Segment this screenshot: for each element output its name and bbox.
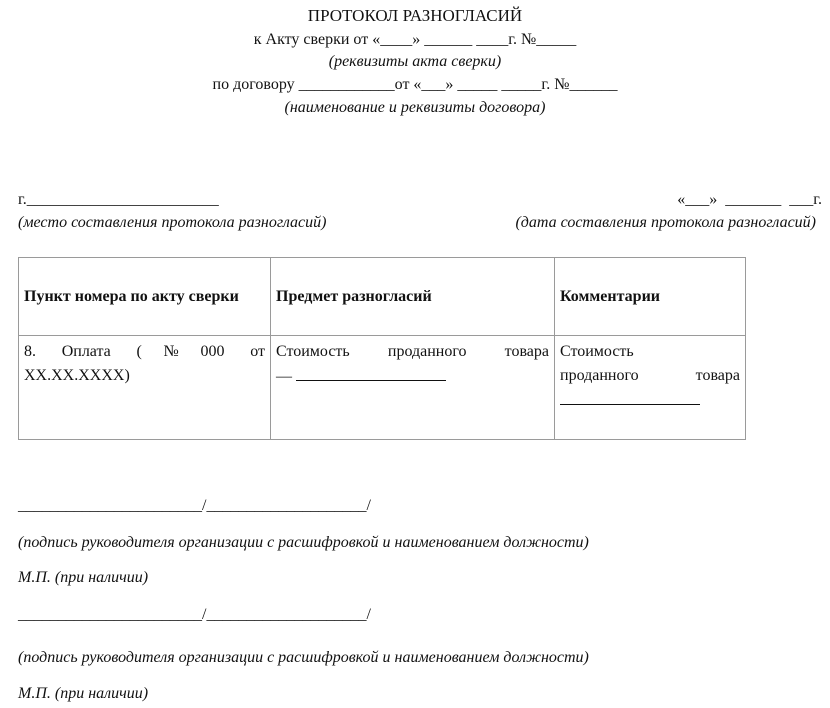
cell-subject-dash: — <box>276 368 296 385</box>
header-cell-comments: Комментарии <box>555 258 746 336</box>
act-reference-line: к Акту сверки от «____» ______ ____г. №_____ <box>253 31 577 48</box>
table-header-row <box>19 258 746 336</box>
stamp-note-1: М.П. (при наличии) <box>18 569 149 586</box>
signature-line-2: _______________________/____________________/ <box>18 606 371 623</box>
act-reference-hint: (реквизиты акта сверки) <box>328 53 502 70</box>
cell-subject-blank <box>296 364 446 381</box>
cell-item-line1: 8. Оплата (№000 от <box>24 343 265 360</box>
cell-subject <box>271 336 555 440</box>
place-field: г.________________________ <box>18 191 219 208</box>
cell-subject-line2 <box>276 364 549 389</box>
stamp-note-2: М.П. (при наличии) <box>18 685 149 702</box>
date-field: «___» _______ ___г. <box>677 191 822 208</box>
contract-reference-line: по договору ____________от «___» _____ _____г. №______ <box>212 76 618 93</box>
signature-hint-2: (подпись руководителя организации с расшифровкой и наименованием должности) <box>18 649 589 666</box>
cell-comments-line1: Стоимость <box>560 343 634 360</box>
disagreements-table <box>18 257 746 440</box>
header-cell-subject: Предмет разногласий <box>271 258 555 336</box>
cell-subject-line1: Стоимость проданного товара <box>276 343 549 360</box>
cell-comments-line2: проданного товара <box>560 367 740 384</box>
header-cell-item: Пункт номера по акту сверки <box>19 258 271 336</box>
signature-line-1: _______________________/____________________/ <box>18 497 371 514</box>
cell-comments <box>555 336 746 440</box>
document-title: ПРОТОКОЛ РАЗНОГЛАСИЙ <box>307 6 523 25</box>
cell-comments-blank <box>560 388 700 405</box>
contract-reference-hint: (наименование и реквизиты договора) <box>284 99 546 116</box>
date-hint: (дата составления протокола разногласий) <box>515 214 816 231</box>
cell-comments-line3 <box>560 388 740 413</box>
cell-item <box>19 336 271 440</box>
signature-hint-1: (подпись руководителя организации с расшифровкой и наименованием должности) <box>18 534 589 551</box>
table-row <box>19 336 746 440</box>
place-hint: (место составления протокола разногласий) <box>18 214 327 231</box>
cell-item-line2: ХХ.ХХ.ХХХХ) <box>24 367 130 384</box>
